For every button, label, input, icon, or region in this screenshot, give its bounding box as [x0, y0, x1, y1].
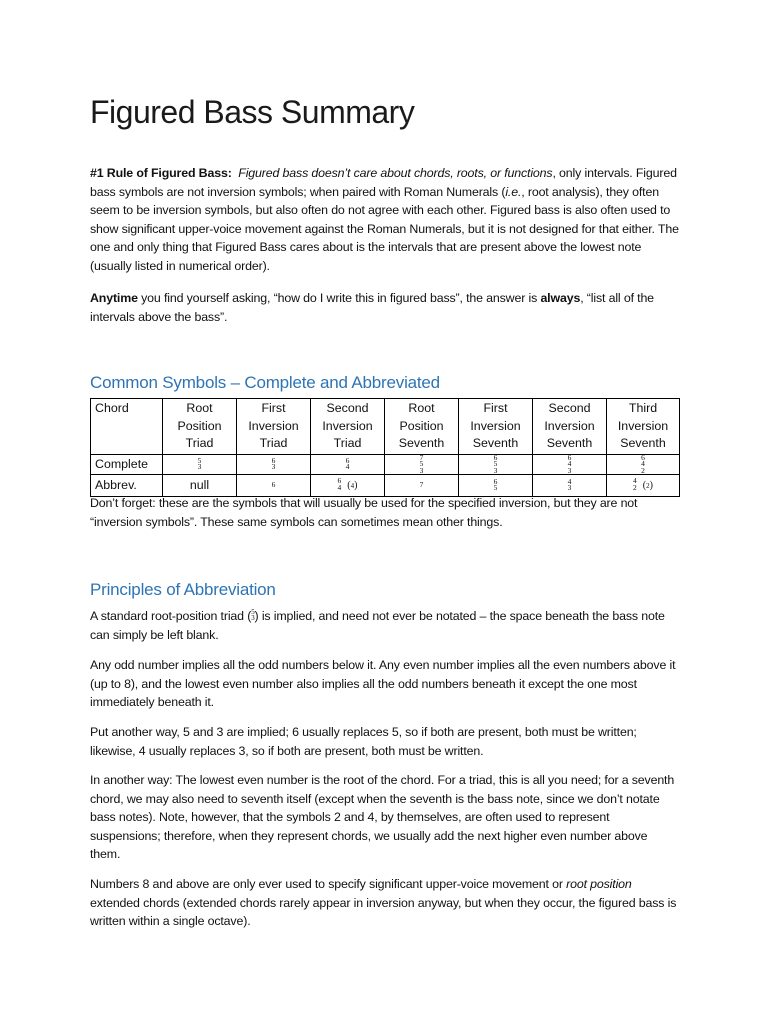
principle-paragraph-1 — [90, 607, 680, 644]
figure-stack: 5 3 — [197, 455, 202, 472]
header-cell: First Inversion Triad — [237, 399, 311, 455]
figure-cell — [607, 454, 680, 475]
anytime-text-2: , “list all of the intervals above the bass”. — [90, 291, 654, 324]
table-row-complete — [91, 454, 680, 475]
figure-cell — [385, 454, 459, 475]
figure-cell — [459, 454, 533, 475]
table-header-row — [91, 399, 680, 455]
principle-paragraph-4: In another way: The lowest even number is the root of the chord. For a triad, this is all you need; for a seventh chord, we may also need to seventh itself (except when the seventh is the bass note, since we don’t notate bass notes). Note, however, that the symbols 2 and 4, by themselves, are often used to represent suspensions; therefore, when they represent chords, we usually add the next higher even number above them. — [90, 773, 675, 861]
principle-paragraph-3: Put another way, 5 and 3 are implied; 6 usually replaces 5, so if both are present, both must be written; likewise, 4 usually replaces 3, so if both are present, both must be written. — [90, 725, 637, 758]
row-label: Complete — [91, 454, 163, 475]
figure-stack: 4 2 — [633, 476, 637, 492]
section-heading-common-symbols: Common Symbols – Complete and Abbreviated — [90, 373, 440, 392]
principle-5-text-b: extended chords (extended chords rarely appear in inversion anyway, but when they occur, the figured bass is written within a single octave). — [90, 895, 677, 928]
figure-stack: 6 4 — [345, 455, 350, 472]
figure-stack: 6 3 — [271, 455, 276, 472]
principle-paragraph-5 — [90, 875, 680, 931]
section-heading-abbreviation: Principles of Abbreviation — [90, 580, 276, 599]
figure-stack: 6 4 — [337, 476, 342, 492]
figure-stack: 6 5 — [493, 476, 498, 493]
anytime-bold: Anytime — [90, 291, 138, 305]
intro-body-1: Figured bass symbols are not inversion symbols; when paired with Roman Numerals ( — [90, 166, 677, 199]
figure-stack: 6 4 2 — [641, 452, 645, 475]
figure-stack: 7 — [419, 480, 424, 490]
header-cell: Root Position Seventh — [385, 399, 459, 455]
figure-stack: 6 4 3 — [567, 452, 572, 475]
principle-5-text-a: Numbers 8 and above are only ever used to specify significant upper-voice movement or — [90, 877, 567, 891]
ie-abbrev: i.e. — [505, 184, 522, 199]
rule-label: #1 Rule of Figured Bass: — [90, 166, 232, 180]
optional-figure: ( 4 ) — [347, 480, 358, 492]
header-cell: Third Inversion Seventh — [607, 399, 680, 455]
figure-cell — [237, 454, 311, 475]
inline-figure-5-3: 5 3 — [251, 608, 255, 623]
anytime-paragraph — [90, 289, 680, 326]
principle-1-text-a: A standard root-position triad ( — [90, 609, 252, 623]
figure-cell: null — [163, 475, 237, 497]
principle-1-text-b: ) is implied, and need not ever be notated – the space beneath the bass note can simply be left blank. — [90, 609, 665, 642]
figure-cell — [311, 454, 385, 475]
header-cell: First Inversion Seventh — [459, 399, 533, 455]
rule-statement: Figured bass doesn’t care about chords, roots, or functions — [238, 166, 553, 180]
figure-stack: 7 5 3 — [419, 452, 424, 475]
anytime-text-1: you find yourself asking, “how do I write this in figured bass”, the answer is — [137, 291, 541, 305]
header-cell: Root Position Triad — [163, 399, 237, 455]
row-label: Abbrev. — [91, 475, 163, 497]
figure-stack: 6 5 3 — [493, 452, 498, 475]
page-title: Figured Bass Summary — [90, 94, 415, 130]
rule-end: , only intervals. — [552, 166, 633, 180]
figure-stack: 6 — [271, 480, 276, 490]
figure-cell — [163, 454, 237, 475]
header-cell: Chord — [91, 399, 163, 455]
optional-figure: ( 2 ) — [642, 480, 653, 492]
figure-cell — [533, 454, 607, 475]
principle-paragraph-2: Any odd number implies all the odd numbers below it. Any even number implies all the even numbers above it (up to 8), and the lowest even number also implies all the odd numbers beneath it except the one most immediately beneath it. — [90, 658, 676, 709]
symbols-table — [90, 398, 680, 497]
figure-stack: 4 3 — [567, 476, 572, 493]
intro-paragraph — [90, 164, 680, 275]
header-cell: Second Inversion Triad — [311, 399, 385, 455]
root-position-italic: root position — [566, 877, 632, 891]
always-bold: always — [540, 291, 581, 305]
header-cell: Second Inversion Seventh — [533, 399, 607, 455]
intro-body-2: , root analysis), they often seem to be inversion symbols, but also often do not agree with each other. Figured bass is also often used to show significant upper-voice movement against the Roman Numerals, but it is not designed for that either. The one and only thing that Figured Bass cares about is the intervals that are present above the lowest note (usually listed in numerical order). — [90, 184, 679, 273]
dont-forget-note: Don’t forget: these are the symbols that will usually be used for the specified inversion, but they are not “inversion symbols”. These same symbols can sometimes mean other things. — [90, 496, 638, 529]
